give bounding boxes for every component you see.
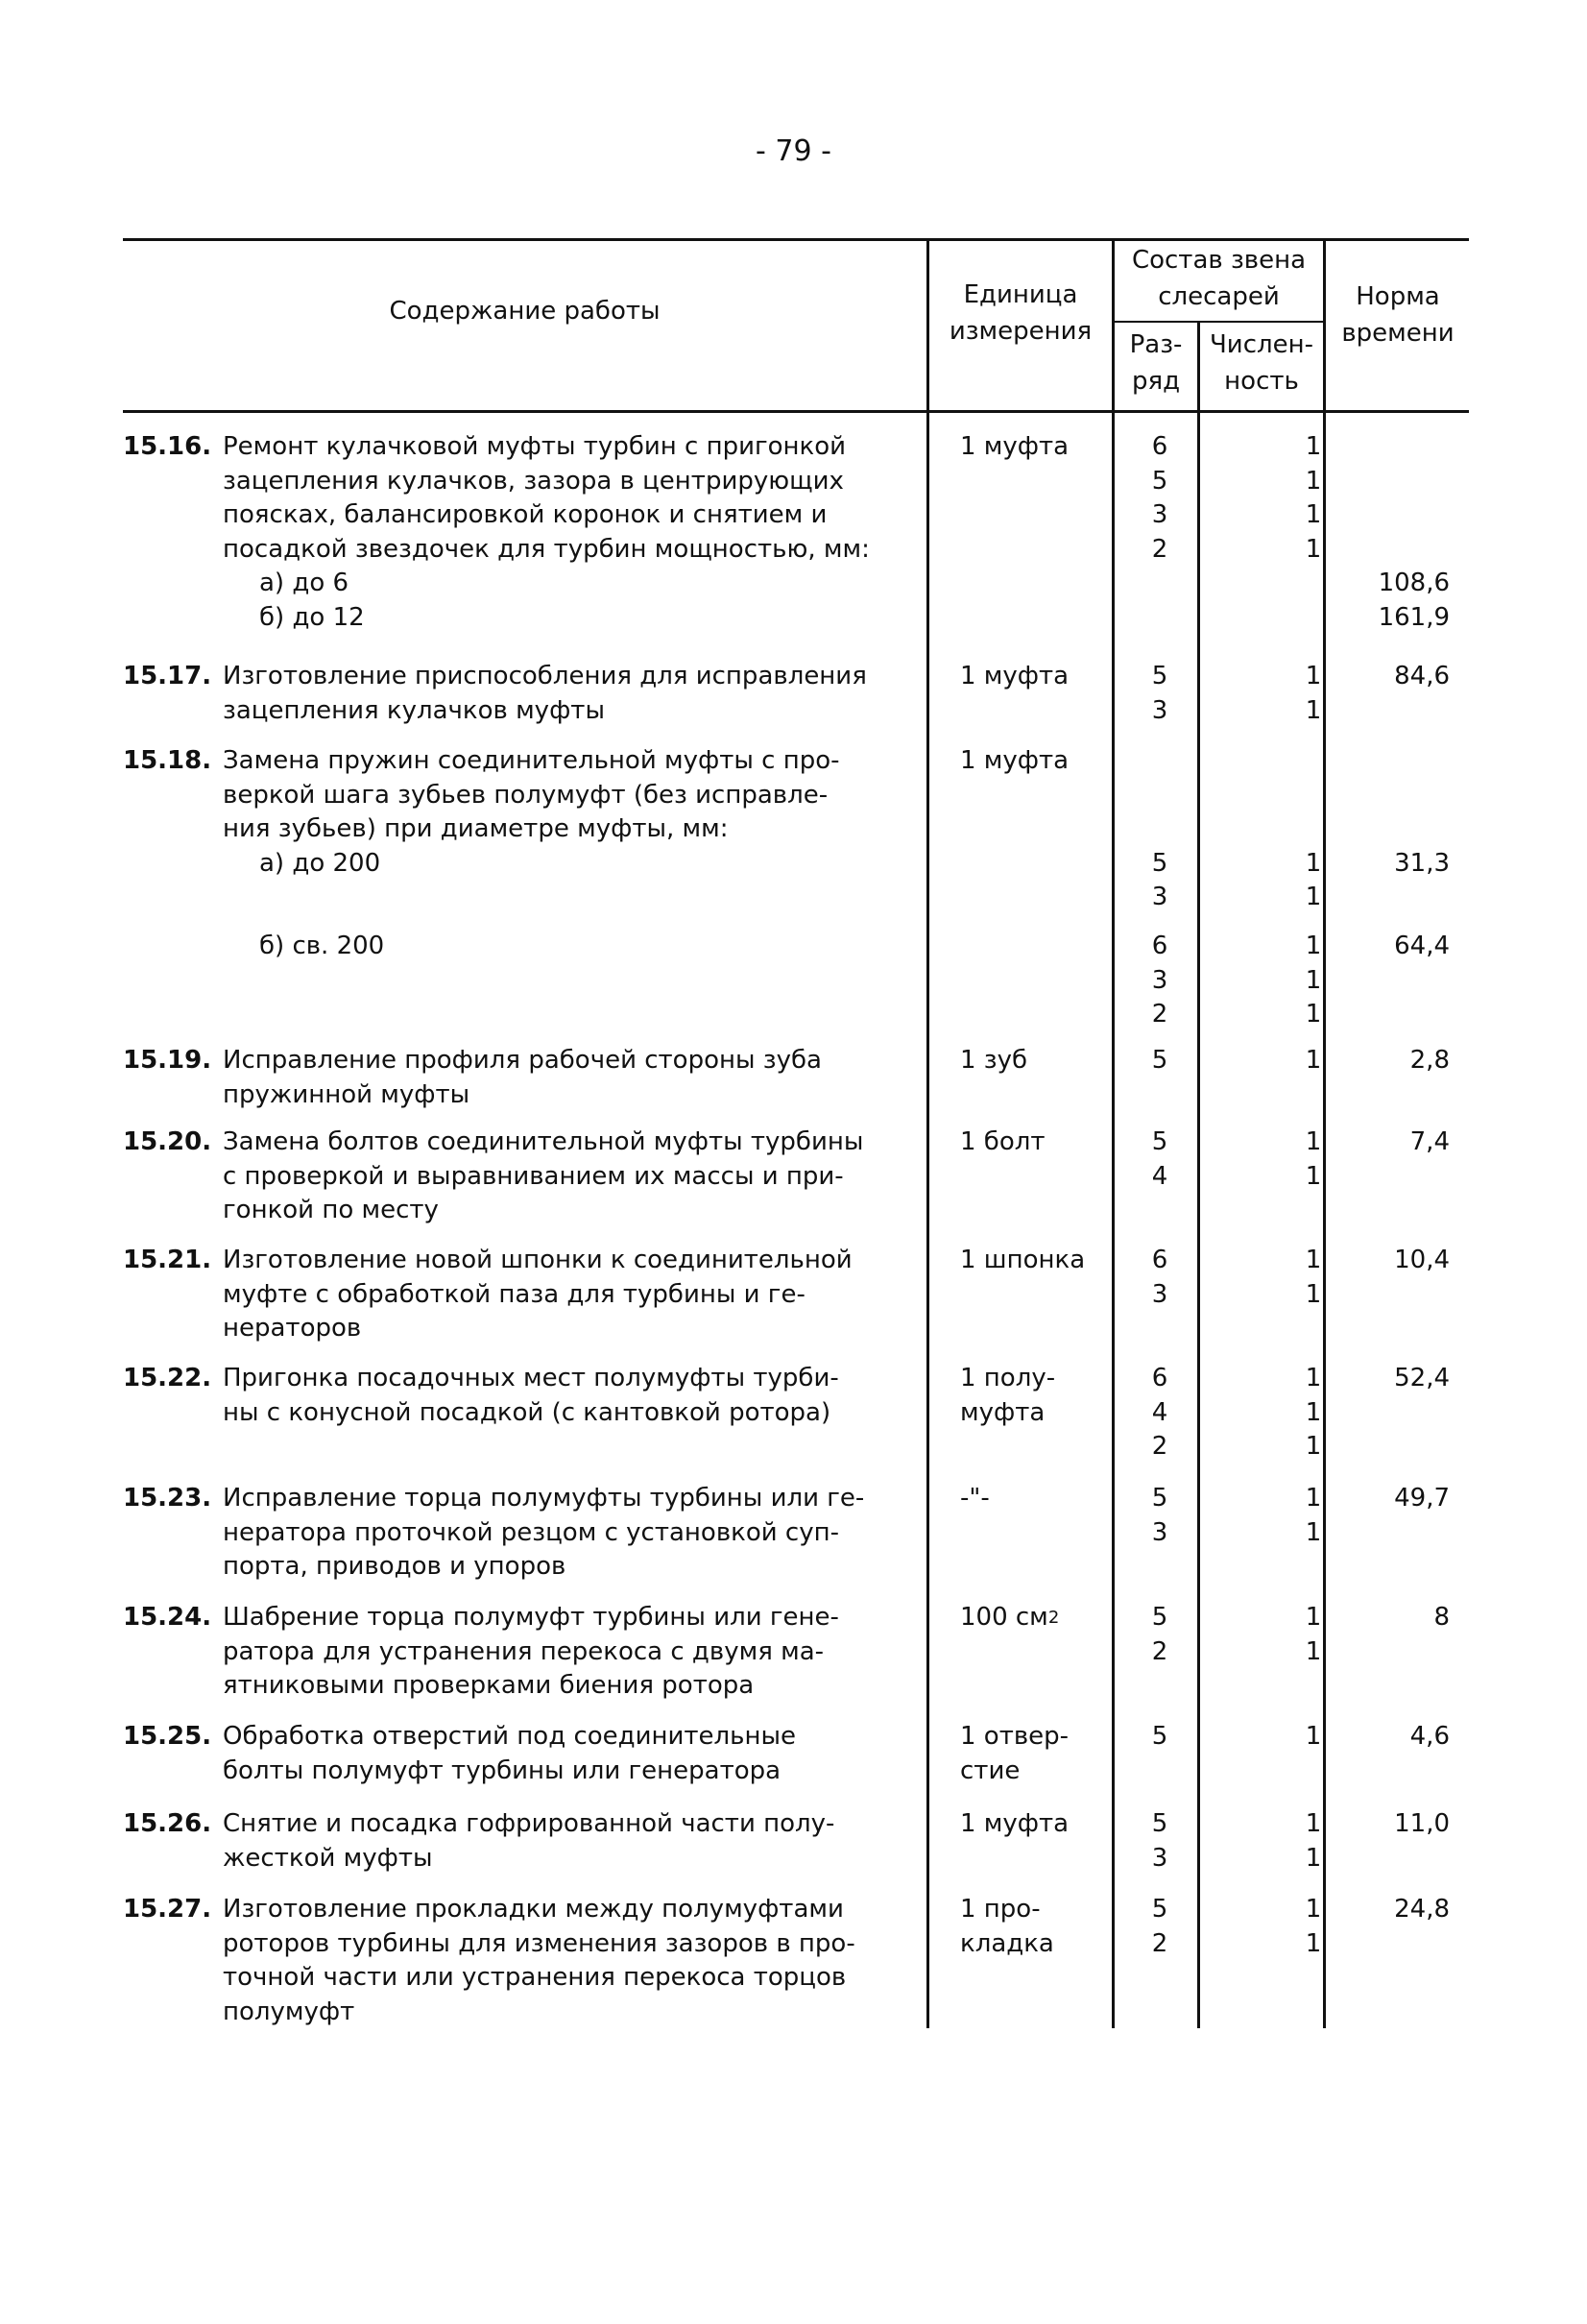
norm-value: 31,3 [1394, 848, 1450, 878]
table-top-rule [123, 238, 1469, 241]
grade-value: 2 [1151, 1432, 1168, 1461]
grade-value: 3 [1151, 1843, 1168, 1873]
header-unit [929, 277, 1112, 350]
description-line: Ремонт кулачковой муфты турбин с пригонкой [223, 432, 847, 461]
grade-column [1121, 744, 1198, 915]
description-line: Шабрение торца полумуфт турбины или гене- [223, 1603, 839, 1632]
count-value: 1 [1305, 1397, 1322, 1427]
work-description [223, 1244, 1039, 1346]
unit-of-measure: 100 $см^2$ [960, 1603, 1060, 1632]
norm-value: 108,6 [1378, 569, 1450, 597]
grade-value: 3 [1151, 965, 1168, 995]
grade-value: 5 [1151, 1127, 1168, 1156]
work-description [223, 1126, 1039, 1228]
description-line: ния зубьев) при диаметре муфты, мм: [223, 814, 729, 843]
description-line: зацепления кулачков, зазора в центрирующих [223, 466, 844, 496]
grade-value: 2 [1151, 1928, 1168, 1958]
unit-of-measure: 1 шпонка [960, 1246, 1086, 1274]
grade-value [1121, 812, 1198, 847]
grade-value: 5 [1151, 1809, 1168, 1838]
unit-of-measure: 1 отвер- стие [960, 1722, 1070, 1785]
grade-value: 5 [1151, 1046, 1168, 1075]
norm-value: 24,8 [1394, 1895, 1450, 1924]
header-count-line2: ность [1224, 367, 1299, 396]
item-number: 15.20. [123, 1127, 212, 1156]
count-value: 1 [1305, 1246, 1322, 1274]
count-value: 1 [1305, 1127, 1322, 1156]
unit-of-measure: 1 полу- муфта [960, 1364, 1056, 1427]
header-team-line1: Состав звена [1131, 246, 1307, 275]
norm-value [1335, 533, 1450, 568]
unit-of-measure: 1 зуб [960, 1046, 1028, 1075]
count-value: 1 [1305, 466, 1322, 496]
grade-column [1121, 930, 1198, 1032]
sub-item: а) до 200 [259, 848, 381, 878]
header-unit-line1: Единица [963, 280, 1078, 309]
norm-value [1335, 465, 1450, 499]
description-line: веркой шага зубьев полумуфт (без исправле- [223, 780, 829, 810]
count-value: 1 [1305, 1432, 1322, 1461]
work-description [223, 1893, 1039, 2029]
grade-value: 4 [1151, 1397, 1168, 1427]
unit-of-measure: 1 болт [960, 1127, 1046, 1156]
grade-value: 3 [1151, 1517, 1168, 1547]
description-line: точной части или устранения перекоса торцов [223, 1963, 847, 1992]
count-value: 1 [1305, 1636, 1322, 1666]
description-line: порта, приводов и упоров [223, 1552, 566, 1581]
header-norm-line1: Норма [1356, 282, 1440, 311]
norm-column [1335, 1720, 1450, 1755]
work-description [223, 430, 1039, 635]
grade-column [1121, 1807, 1198, 1876]
description-line: Изготовление приспособления для исправления [223, 662, 867, 690]
description-line: Изготовление новой шпонки к соединительной [223, 1246, 853, 1274]
header-grade-line2: ряд [1131, 367, 1181, 396]
count-value: 1 [1305, 1364, 1322, 1392]
grade-column [1121, 1244, 1198, 1312]
work-description [223, 660, 1039, 728]
norm-value [1335, 498, 1450, 533]
grade-column [1121, 1044, 1198, 1078]
norm-value: 64,4 [1394, 932, 1450, 960]
norm-column [1335, 1893, 1450, 1927]
work-description [223, 1720, 1039, 1788]
norm-column [1335, 744, 1450, 881]
team-subheader-rule [1114, 321, 1325, 323]
description-line: зацепления кулачков муфты [223, 695, 605, 725]
count-value: 1 [1305, 1895, 1322, 1924]
norm-column [1335, 1482, 1450, 1516]
unit-of-measure: -"- [960, 1484, 990, 1513]
norm-column [1335, 1244, 1450, 1278]
description-line: Замена болтов соединительной муфты турбины [223, 1127, 864, 1156]
description-line: ратора для устранения перекоса с двумя ма- [223, 1636, 825, 1666]
count-value: 1 [1305, 500, 1322, 529]
count-value: 1 [1305, 1843, 1322, 1873]
grade-value: 3 [1151, 695, 1168, 725]
norm-column [1335, 1807, 1450, 1842]
description-line: болты полумуфт турбины или генератора [223, 1755, 781, 1785]
header-team-line2: слесарей [1158, 282, 1280, 311]
item-number: 15.22. [123, 1364, 212, 1392]
work-description [223, 1362, 1039, 1430]
grade-value: 5 [1151, 662, 1168, 690]
description-line: с проверкой и выравниванием их массы и при- [223, 1161, 844, 1191]
norm-column [1335, 930, 1450, 964]
item-number: 15.19. [123, 1046, 212, 1075]
norm-column [1335, 430, 1450, 635]
item-number: 15.17. [123, 662, 212, 690]
count-value: 1 [1305, 695, 1322, 725]
work-description [223, 1601, 1039, 1704]
sub-item: а) до 6 [259, 569, 349, 597]
grade-value: 5 [1151, 466, 1168, 496]
description-line: гонкой по месту [223, 1196, 439, 1224]
unit-of-measure: 1 муфта [960, 1809, 1070, 1838]
grade-value: 5 [1151, 1484, 1168, 1513]
col-divider-2 [1112, 240, 1115, 2028]
norm-value: 52,4 [1394, 1364, 1450, 1392]
grade-value: 5 [1151, 1895, 1168, 1924]
count-value: 1 [1305, 883, 1322, 911]
description-line: жесткой муфты [223, 1843, 433, 1873]
description-line: Пригонка посадочных мест полумуфты турби- [223, 1364, 839, 1392]
norm-value: 2,8 [1409, 1046, 1450, 1075]
count-value: 1 [1305, 1279, 1322, 1309]
grade-column [1121, 1126, 1198, 1194]
norm-column [1335, 1126, 1450, 1160]
item-number: 15.26. [123, 1809, 212, 1838]
grade-value: 5 [1151, 1722, 1168, 1751]
grade-column [1121, 430, 1198, 567]
norm-value: 8 [1433, 1603, 1450, 1632]
norm-value: 161,9 [1378, 602, 1450, 632]
page-number: - 79 - [756, 134, 831, 168]
count-value: 1 [1305, 1484, 1322, 1513]
unit-of-measure: 1 муфта [960, 746, 1070, 775]
norm-value: 4,6 [1409, 1722, 1450, 1751]
description-line: полумуфт [223, 1997, 355, 2026]
norm-value: 84,6 [1394, 662, 1450, 690]
item-number: 15.27. [123, 1895, 212, 1924]
work-description [223, 1807, 1039, 1876]
item-number: 15.24. [123, 1603, 212, 1632]
description-line: муфте с обработкой паза для турбины и ге- [223, 1279, 806, 1309]
description-line: Замена пружин соединительной муфты с про- [223, 746, 840, 775]
count-value: 1 [1305, 534, 1322, 564]
grade-value: 6 [1151, 432, 1168, 461]
norm-value: 49,7 [1394, 1484, 1450, 1513]
description-line: Обработка отверстий под соединительные [223, 1722, 797, 1751]
unit-of-measure: 1 муфта [960, 432, 1070, 461]
grade-value [1121, 779, 1198, 813]
description-line: Изготовление прокладки между полумуфтами [223, 1895, 844, 1924]
grade-column [1121, 1893, 1198, 1961]
work-description [223, 744, 1039, 881]
grade-column [1121, 1362, 1198, 1465]
grade-column [1121, 1720, 1198, 1755]
header-count [1200, 327, 1323, 399]
work-description [223, 930, 1039, 964]
grade-value: 4 [1151, 1161, 1168, 1191]
item-number: 15.16. [123, 432, 212, 461]
norm-value: 10,4 [1394, 1246, 1450, 1274]
description-line: ятниковыми проверками биения ротора [223, 1671, 755, 1700]
sub-item: б) св. 200 [259, 932, 385, 960]
grade-value: 2 [1151, 1000, 1168, 1029]
count-value: 1 [1305, 1928, 1322, 1958]
grade-value: 6 [1151, 932, 1168, 960]
work-description [223, 1482, 1039, 1585]
norm-column [1335, 1601, 1450, 1635]
grade-value: 3 [1151, 883, 1168, 911]
description-line: пружинной муфты [223, 1079, 470, 1109]
header-count-line1: Числен- [1209, 330, 1313, 359]
grade-value: 5 [1151, 1603, 1168, 1632]
norm-value [1335, 779, 1450, 813]
grade-value: 5 [1151, 848, 1168, 878]
count-value: 1 [1305, 1046, 1322, 1075]
description-line: нераторов [223, 1314, 362, 1343]
item-number: 15.21. [123, 1246, 212, 1274]
norm-column [1335, 1362, 1450, 1396]
header-work: Содержание работы [389, 297, 661, 326]
count-value: 1 [1305, 932, 1322, 960]
norm-column [1335, 660, 1450, 694]
item-number: 15.18. [123, 746, 212, 775]
count-value: 1 [1305, 848, 1322, 878]
header-team [1115, 242, 1323, 315]
header-bottom-rule [123, 410, 1469, 413]
description-line: ны с конусной посадкой (с кантовкой ротора) [223, 1397, 831, 1427]
count-value: 1 [1305, 1603, 1322, 1632]
grade-value: 2 [1151, 534, 1168, 564]
grade-value: 3 [1151, 500, 1168, 529]
description-line: посадкой звездочек для турбин мощностью, мм: [223, 534, 870, 564]
grade-value: 6 [1151, 1246, 1168, 1274]
count-value: 1 [1305, 1722, 1322, 1751]
description-line: нератора проточкой резцом с установкой суп- [223, 1517, 839, 1547]
norm-value [1335, 744, 1450, 779]
grade-value: 2 [1151, 1636, 1168, 1666]
count-value: 1 [1305, 1809, 1322, 1838]
norm-value: 11,0 [1394, 1809, 1450, 1838]
grade-column [1121, 1482, 1198, 1550]
norm-value [1335, 812, 1450, 847]
count-value: 1 [1305, 662, 1322, 690]
description-line: поясках, балансировкой коронок и снятием и [223, 500, 828, 529]
unit-of-measure: 1 про- кладка [960, 1895, 1054, 1958]
norm-column [1335, 1044, 1450, 1078]
description-line: Исправление профиля рабочей стороны зуба [223, 1046, 822, 1075]
grade-column [1121, 660, 1198, 728]
count-value: 1 [1305, 1517, 1322, 1547]
norm-value [1335, 430, 1450, 465]
grade-value: 3 [1151, 1279, 1168, 1309]
count-value: 1 [1305, 965, 1322, 995]
header-grade [1115, 327, 1197, 399]
description-line: роторов турбины для изменения зазоров в про- [223, 1928, 855, 1958]
header-unit-line2: измерения [949, 317, 1093, 346]
grade-value [1121, 744, 1198, 779]
sub-item: б) до 12 [259, 602, 365, 632]
description-line: Исправление торца полумуфты турбины или ге- [223, 1484, 865, 1513]
header-grade-line1: Раз- [1129, 330, 1183, 359]
count-value: 1 [1305, 1000, 1322, 1029]
grade-value: 6 [1151, 1364, 1168, 1392]
item-number: 15.25. [123, 1722, 212, 1751]
description-line: Снятие и посадка гофрированной части полу- [223, 1809, 835, 1838]
norm-value: 7,4 [1409, 1127, 1450, 1156]
header-norm-line2: времени [1341, 319, 1455, 348]
unit-superscript: 2 [1047, 1608, 1060, 1628]
count-value: 1 [1305, 432, 1322, 461]
unit-of-measure: 1 муфта [960, 662, 1070, 690]
work-description [223, 1044, 1039, 1112]
grade-column [1121, 1601, 1198, 1669]
header-norm [1326, 278, 1470, 351]
item-number: 15.23. [123, 1484, 212, 1513]
count-value: 1 [1305, 1161, 1322, 1191]
